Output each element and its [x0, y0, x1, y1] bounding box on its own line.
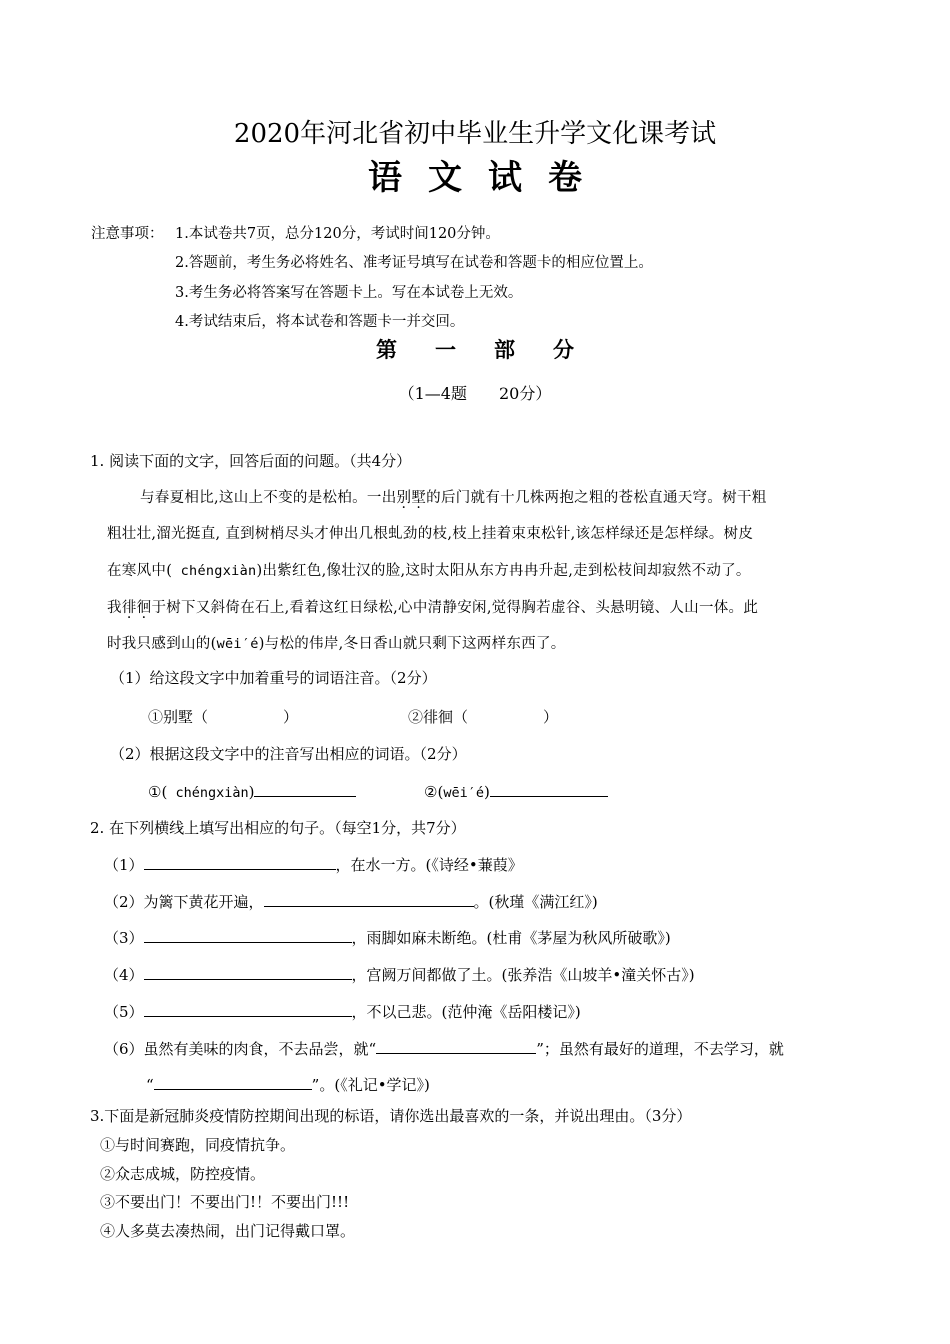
q1-passage-line: 在寒风中( chéngxiàn)出紫红色,像壮汉的脸,这时太阳从东方冉冉升起,走到松枝间却寂然不动了。 [107, 563, 751, 579]
q2-line-6-cont: “ ”。(《礼记•学记》) [146, 1076, 430, 1094]
q1-sub2-answer-a: ①( chéngxiàn) [148, 781, 356, 801]
answer-blank[interactable] [376, 1038, 536, 1054]
q2-line-5: （5） ，不以己悲。(范仲淹《岳阳楼记》) [104, 1003, 581, 1021]
q1-sub1-answer-a: ①别墅（ ） [148, 708, 299, 726]
q1-sub2-answer-b: ②(wēi′é) [424, 781, 608, 801]
q2-line-2: （2）为篱下黄花开遍， 。(秋瑾《满江红》) [104, 893, 598, 911]
notes-label: 注意事项： [91, 226, 164, 242]
emphasis-char: 别 [396, 490, 412, 506]
emphasis-char: 墅 [411, 490, 427, 506]
q3-option: ①与时间赛跑，同疫情抗争。 [100, 1136, 296, 1154]
answer-blank[interactable] [144, 927, 352, 943]
q1-passage-line: 与春夏相比,这山上不变的是松柏。一出别墅的后门就有十几株两抱之粗的苍松直通天穹。树干粗 [140, 490, 767, 506]
answer-blank[interactable] [144, 1001, 352, 1017]
q3-option: ④人多莫去凑热闹，出门记得戴口罩。 [100, 1222, 356, 1240]
q2-line-6: （6）虽然有美味的肉食，不去品尝，就“ ”；虽然有最好的道理，不去学习，就 [104, 1040, 784, 1058]
answer-blank[interactable] [144, 854, 336, 870]
q1-sub2: （2）根据这段文字中的注音写出相应的词语。（2分） [110, 745, 467, 763]
part-range: （1—4题 20分） [398, 384, 552, 403]
q2-line-4: （4） ，宫阙万间都做了土。(张养浩《山坡羊•潼关怀古》) [104, 966, 695, 984]
q1-stem: 1. 阅读下面的文字，回答后面的问题。（共4分） [90, 452, 412, 470]
q3-option: ②众志成城，防控疫情。 [100, 1165, 266, 1183]
q1-sub1-answer-b: ②徘徊（ ） [408, 708, 559, 726]
q3-stem: 3.下面是新冠肺炎疫情防控期间出现的标语，请你选出最喜欢的一条，并说出理由。（3分） [90, 1107, 692, 1125]
part-title: 第一部分 [376, 337, 612, 362]
answer-blank[interactable] [144, 964, 352, 980]
q1-passage-line: 粗壮壮,溜光挺直, 直到树梢尽头才伸出几根虬劲的枝,枝上挂着束束松针,该怎样绿还是怎样绿。树皮 [107, 526, 754, 542]
note-item: 4.考试结束后，将本试卷和答题卡一并交回。 [175, 314, 465, 330]
answer-blank[interactable] [490, 781, 608, 797]
q3-option: ③不要出门！不要出门!！不要出门!!! [100, 1193, 350, 1211]
answer-blank[interactable] [254, 781, 356, 797]
emphasis-char: 徘 [121, 600, 137, 616]
q2-line-3: （3） ，雨脚如麻未断绝。(杜甫《茅屋为秋风所破歌》) [104, 929, 671, 947]
pinyin: wēi′é [443, 785, 484, 801]
answer-blank[interactable] [154, 1074, 312, 1090]
emphasis-char: 徊 [136, 600, 152, 616]
q2-line-1: （1） ，在水一方。(《诗经•蒹葭》 [104, 856, 523, 874]
q1-sub1: （1）给这段文字中加着重号的词语注音。（2分） [110, 669, 437, 687]
pinyin: wēi′é [216, 636, 259, 652]
note-item: 1.本试卷共7页，总分120分，考试时间120分钟。 [175, 226, 500, 242]
exam-title: 2020年河北省初中毕业生升学文化课考试 [233, 119, 717, 149]
q2-stem: 2. 在下列横线上填写出相应的句子。（每空1分，共7分） [90, 819, 466, 837]
pinyin: chéngxiàn [172, 563, 257, 579]
q1-passage-line: 我徘徊于树下又斜倚在石上,看着这红日绿松,心中清静安闲,觉得胸若虚谷、头悬明镜、人山一体。此 [107, 600, 759, 616]
q1-passage-line: 时我只感到山的(wēi′é)与松的伟岸,冬日香山就只剩下这两样东西了。 [107, 636, 566, 652]
note-item: 2.答题前，考生务必将姓名、准考证号填写在试卷和答题卡的相应位置上。 [175, 255, 653, 271]
note-item: 3.考生务必将答案写在答题卡上。写在本试卷上无效。 [175, 285, 523, 301]
exam-subject-title: 语文试卷 [368, 158, 608, 198]
answer-blank[interactable] [264, 891, 474, 907]
pinyin: chéngxiàn [167, 785, 249, 801]
